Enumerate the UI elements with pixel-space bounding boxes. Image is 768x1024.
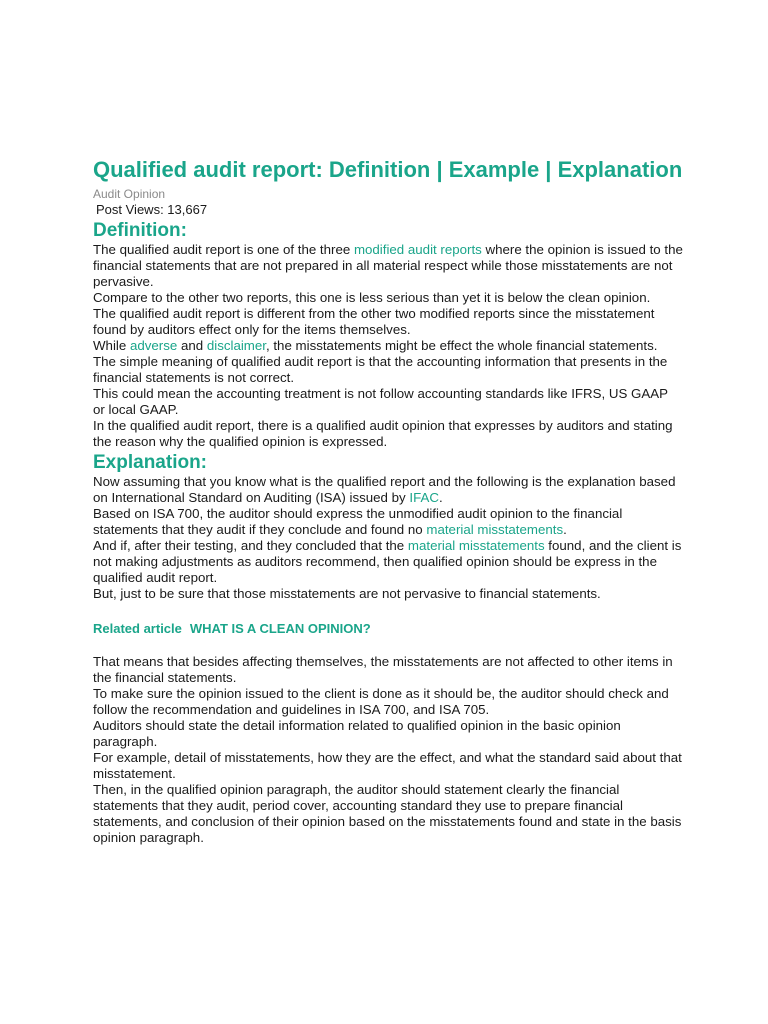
explanation-paragraph: But, just to be sure that those misstatements are not pervasive to financial statements.	[93, 586, 601, 601]
article	[93, 157, 683, 846]
definition-paragraph: In the qualified audit report, there is a qualified audit opinion that expresses by auditors and stating the reason why the qualified opinion is expressed.	[93, 418, 673, 449]
article-title: Qualified audit report: Definition | Example | Explanation	[93, 157, 683, 182]
body-paragraph: That means that besides affecting themselves, the misstatements are not affected to other items in the financial statements.	[93, 654, 673, 685]
related-article	[93, 620, 683, 638]
definition-paragraph: The qualified audit report is different from the other two modified reports since the misstatement found by auditors effect only for the items themselves.	[93, 306, 655, 337]
text-span: found, and the client is not making adjustments as auditors recommend, then qualified opinion should be express in the qualified audit report.	[93, 538, 682, 585]
post-views: Post Views: 13,667	[96, 202, 208, 217]
explanation-paragraph	[93, 474, 683, 506]
body-paragraph: To make sure the opinion issued to the client is done as it should be, the auditor should check and follow the recommendation and guidelines in ISA 700, and ISA 705.	[93, 686, 669, 717]
material-misstatements-link[interactable]: material misstatements	[407, 538, 545, 553]
category-label: Audit Opinion	[93, 187, 166, 201]
body-paragraph: For example, detail of misstatements, how they are the effect, and what the standard said about that misstatement.	[93, 750, 682, 781]
text-span: , the misstatements might be effect the whole financial statements.	[265, 338, 658, 353]
material-misstatements-link[interactable]: material misstatements	[426, 522, 564, 537]
text-span: .	[563, 522, 567, 537]
body-paragraph: Then, in the qualified opinion paragraph, the auditor should statement clearly the financial statements that they audit, period cover, accounting standard they use to prepare financial statements, and conclusion of their opinion based on the misstatements found and state in the basis opinion paragraph.	[93, 782, 682, 845]
clean-opinion-link[interactable]: WHAT IS A CLEAN OPINION?	[189, 621, 371, 636]
text-span: .	[438, 490, 443, 505]
ifac-link[interactable]: IFAC	[409, 490, 439, 505]
text-span: While	[93, 338, 130, 353]
definition-paragraph	[93, 338, 683, 354]
definition-paragraph: This could mean the accounting treatment is not follow accounting standards like IFRS, US GAAP or local GAAP.	[93, 386, 668, 417]
definition-paragraph: The simple meaning of qualified audit report is that the accounting information that presents in the financial statements is not correct.	[93, 354, 668, 385]
text-span: Based on ISA 700, the auditor should express the unmodified audit opinion to the financial statements that they audit if they conclude and found no	[93, 506, 623, 537]
related-article-label: Related article	[93, 621, 182, 636]
definition-heading: Definition:	[93, 220, 187, 241]
explanation-paragraph	[93, 506, 683, 538]
disclaimer-link[interactable]: disclaimer	[206, 338, 266, 353]
text-span: And if, after their testing, and they concluded that the	[93, 538, 408, 553]
text-span: where the opinion is issued to the financial statements that are not prepared in all material respect while those misstatements are not pervasive.	[93, 242, 683, 289]
text-span: The qualified audit report is one of the three	[93, 242, 354, 257]
definition-paragraph	[93, 242, 683, 290]
explanation-heading: Explanation:	[93, 452, 208, 473]
explanation-paragraph	[93, 538, 683, 586]
text-span: Now assuming that you know what is the qualified report and the following is the explanation based on International Standard on Auditing (ISA) issued by	[93, 474, 676, 505]
text-span: and	[177, 338, 207, 353]
body-paragraph: Auditors should state the detail information related to qualified opinion in the basic opinion paragraph.	[93, 718, 621, 749]
modified-audit-reports-link[interactable]: modified audit reports	[353, 242, 482, 257]
adverse-link[interactable]: adverse	[129, 338, 178, 353]
definition-paragraph: Compare to the other two reports, this one is less serious than yet it is below the clean opinion.	[93, 290, 651, 305]
